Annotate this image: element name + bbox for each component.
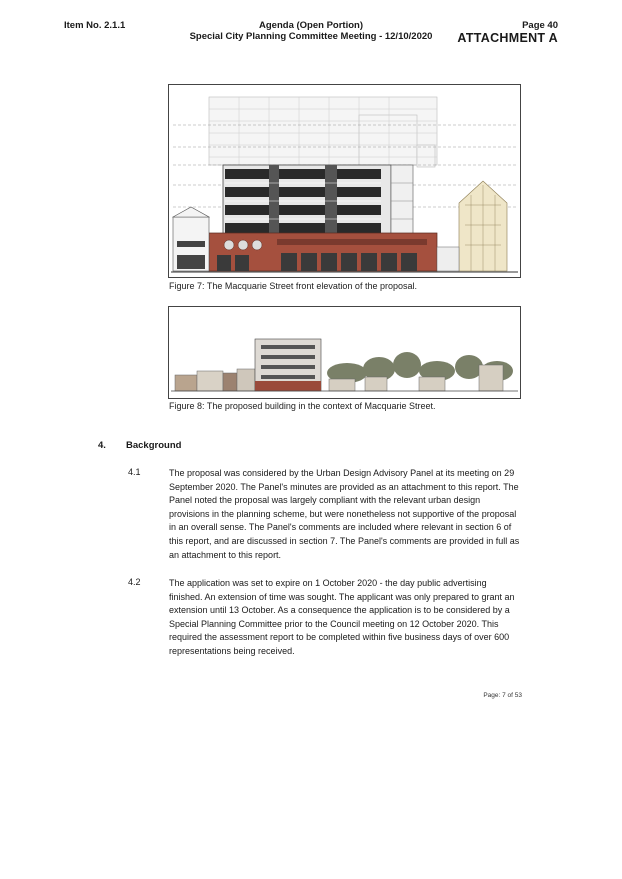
figure-8-caption: Figure 8: The proposed building in the context of Macquarie Street. (169, 401, 436, 411)
paragraph-text: The application was set to expire on 1 October 2020 - the day public advertising finished. An extension of time was sought. The applicant was only prepared to grant an extension until 13 October. As a consequence the application is to be considered by a Special Planning Committee prior to the Council meeting on 12 October 2020. This required the assessment report to be completed within five business days of over 600 representations being received. (169, 578, 515, 656)
meeting-title: Special City Planning Committee Meeting - 12/10/2020 (189, 31, 433, 42)
elevation-drawing (169, 85, 520, 277)
paragraph-text: The proposal was considered by the Urban Design Advisory Panel at its meeting on 29 September 2020. The Panel's minutes are provided as an attachment to this report. The Panel noted the proposal was largely compliant with the relevant urban design provisions in the planning scheme, but were nonetheless not supportive of the proposal in an overall sense. The Panel's comments are included where relevant in section 6 of this report, and are discussed in section 7. The Panel's comments are provided in full as an attachment to this report. (169, 468, 520, 560)
page-number: Page 40 (522, 20, 558, 31)
section-title: Background (126, 440, 182, 451)
figure-7-caption: Figure 7: The Macquarie Street front elevation of the proposal. (169, 281, 417, 291)
streetscape-drawing (169, 307, 520, 398)
paragraph-number: 4.2 (128, 577, 141, 587)
figure-8-streetscape (168, 306, 521, 399)
section-number: 4. (98, 440, 106, 451)
item-number: Item No. 2.1.1 (64, 20, 126, 31)
agenda-title: Agenda (Open Portion) (259, 20, 363, 31)
paragraph-number: 4.1 (128, 467, 141, 477)
figure-7-elevation (168, 84, 521, 278)
attachment-label: ATTACHMENT A (457, 31, 558, 45)
page-footer: Page: 7 of 53 (483, 692, 522, 699)
